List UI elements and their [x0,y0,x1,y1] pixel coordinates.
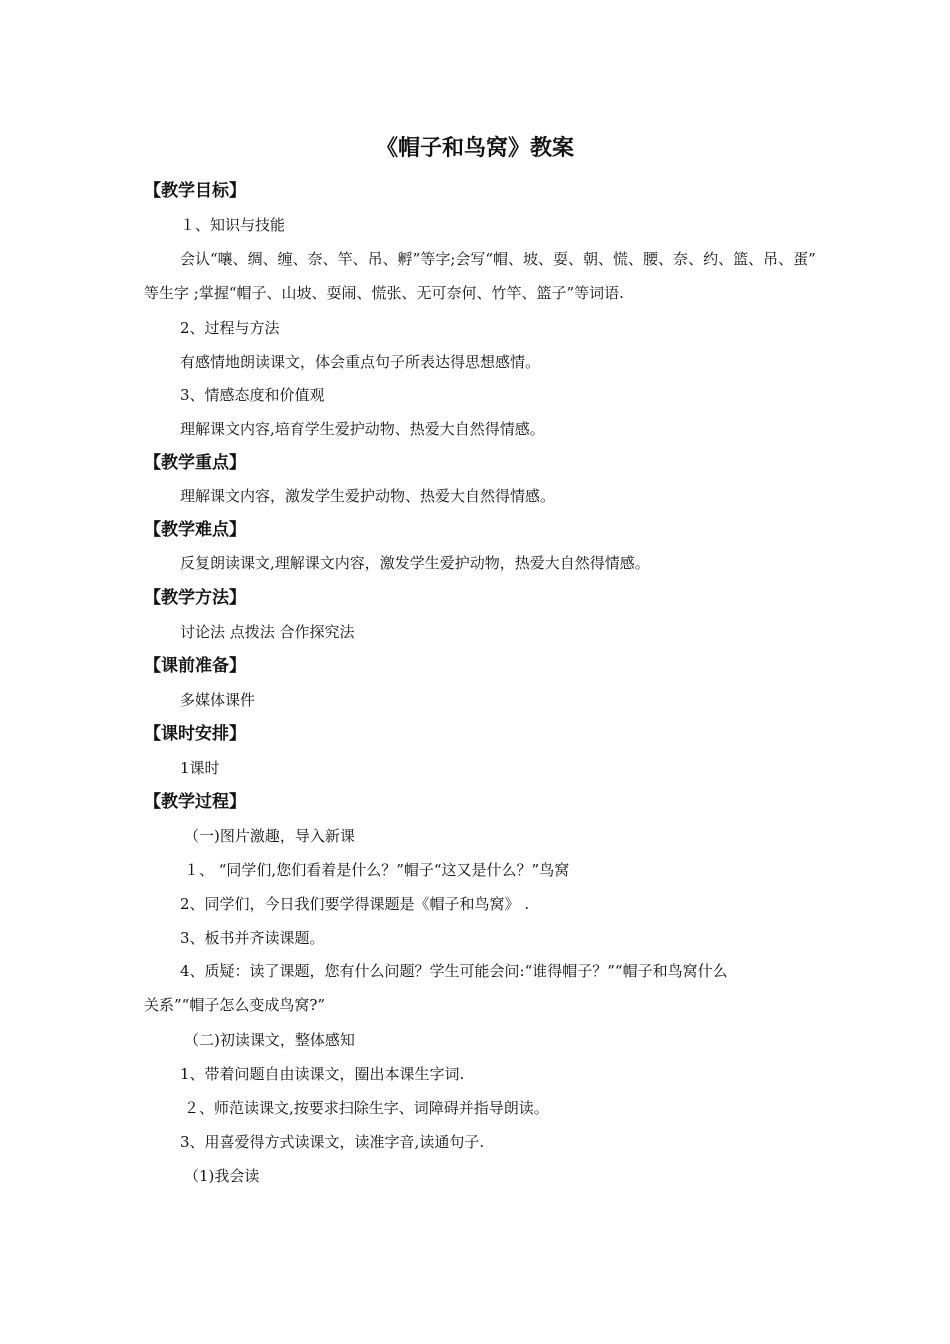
section1-item3: 3、板书并齐读课题。 [180,929,325,947]
section2-item2: ２、师范读课文,按要求扫除生字、词障碍并指导朗读。 [184,1099,549,1117]
goal1-text-line1: 会认“嚷、绸、缠、奈、竿、吊、孵”等字;会写“帽、坡、耍、朝、慌、腰、奈、约、篮、吊、蛋” [180,250,816,268]
goal1-text-line2: 等生字 ;掌握“帽子、山坡、耍闹、慌张、无可奈何、竹竿、篮子”等词语. [144,284,624,302]
section2-sub1: （1)我会读 [184,1167,260,1185]
section2-item1: 1、带着问题自由读课文，圈出本课生字词. [180,1065,465,1083]
section1-item4-line1: 4、质疑：读了课题，您有什么问题？学生可能会问:“谁得帽子？”“帽子和鸟窝什么 [180,962,728,980]
methods-text: 讨论法 点拨法 合作探究法 [180,623,355,641]
section2-item3: 3、用喜爱得方式读课文，读准字音,读通句子. [180,1133,485,1151]
section1-item1: １、 “同学们,您们看着是什么？”帽子“这又是什么？”鸟窝 [184,861,570,879]
heading-difficulties: 【教学难点】 [144,520,246,540]
schedule-text: 1课时 [180,759,220,777]
heading-methods: 【教学方法】 [144,588,246,608]
goal2-text: 有感情地朗读课文，体会重点句子所表达得思想感情。 [180,353,541,371]
preparation-text: 多媒体课件 [180,691,256,709]
heading-schedule: 【课时安排】 [144,724,246,744]
difficulties-text: 反复朗读课文,理解课文内容，激发学生爱护动物，热爱大自然得情感。 [180,554,650,572]
heading-preparation: 【课前准备】 [144,656,246,676]
goal2-title: 2、过程与方法 [180,319,280,337]
document-title: 《帽子和鸟窝》教案 [375,136,574,161]
heading-process: 【教学过程】 [144,792,246,812]
key-points-text: 理解课文内容，激发学生爱护动物、热爱大自然得情感。 [180,487,556,505]
goal1-title: １、知识与技能 [180,216,286,234]
section2-title: （二)初读课文，整体感知 [184,1031,355,1049]
section1-item2: 2、同学们，今日我们要学得课题是《帽子和鸟窝》 . [180,895,530,913]
heading-key-points: 【教学重点】 [144,453,246,473]
goal3-title: 3、情感态度和价值观 [180,386,325,404]
goal3-text: 理解课文内容,培育学生爱护动物、热爱大自然得情感。 [180,420,545,438]
section1-title: （一)图片激趣，导入新课 [184,827,355,845]
heading-teaching-goals: 【教学目标】 [144,181,246,201]
section1-item4-line2: 关系”“帽子怎么变成鸟窝?” [144,996,326,1014]
